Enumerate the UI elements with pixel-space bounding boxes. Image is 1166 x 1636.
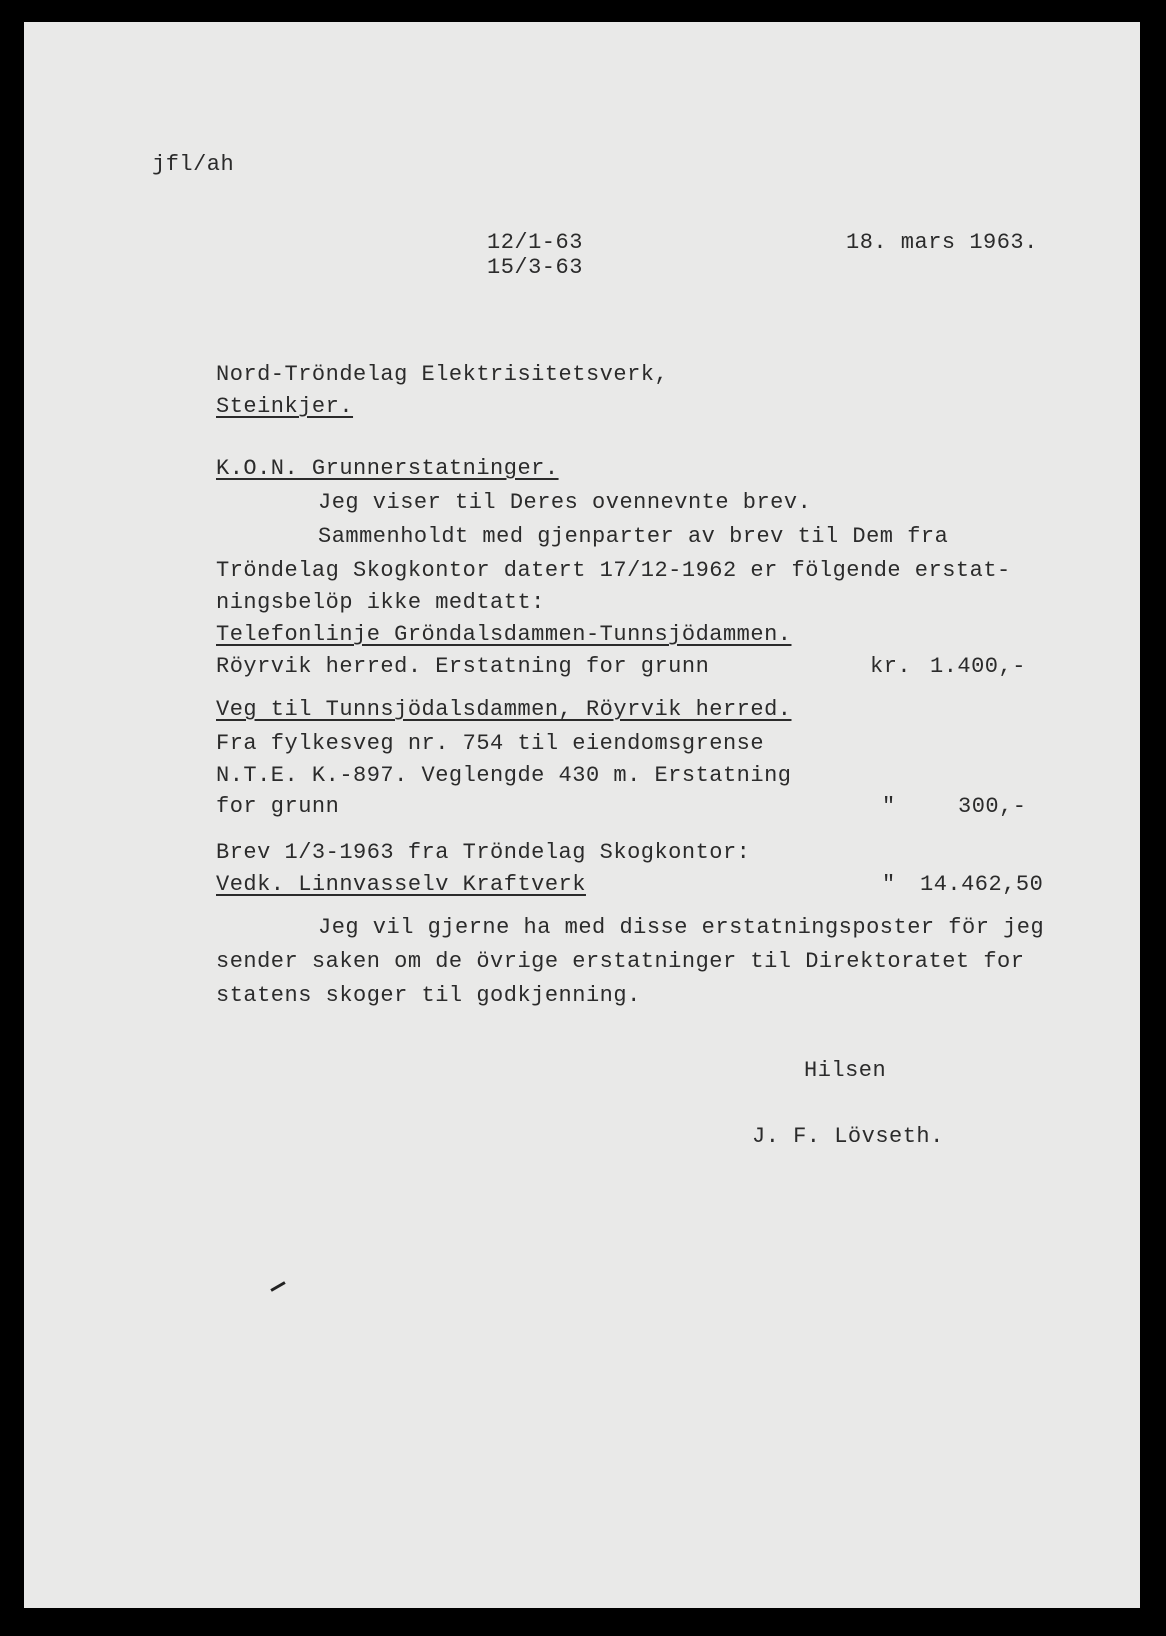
intro-line-3: Tröndelag Skogkontor datert 17/12-1962 er fölgende erstat- xyxy=(216,558,1011,583)
closing-line-3: statens skoger til godkjenning. xyxy=(216,983,641,1008)
closing-line-1: Jeg vil gjerne ha med disse erstatningsposter för jeg xyxy=(318,915,1045,940)
intro-line-1: Jeg viser til Deres ovennevnte brev. xyxy=(318,490,812,515)
item-2-currency: " xyxy=(882,794,896,819)
greeting: Hilsen xyxy=(804,1058,887,1083)
item-3-currency: " xyxy=(882,872,896,897)
their-reference-1: 12/1-63 xyxy=(487,230,583,255)
their-reference-2: 15/3-63 xyxy=(487,255,583,280)
recipient-name: Nord-Tröndelag Elektrisitetsverk, xyxy=(216,362,669,387)
letter-date: 18. mars 1963. xyxy=(846,230,1038,255)
recipient-place: Steinkjer. xyxy=(216,394,354,419)
item-1-currency: kr. xyxy=(870,654,912,679)
subject-line: K.O.N. Grunnerstatninger. xyxy=(216,456,559,481)
item-1-amount: 1.400,- xyxy=(930,654,1026,679)
item-3-heading: Vedk. Linnvasselv Kraftverk xyxy=(216,872,586,897)
intro-line-4: ningsbelöp ikke medtatt: xyxy=(216,590,545,615)
item-2-line-2: N.T.E. K.-897. Veglengde 430 m. Erstatning xyxy=(216,763,792,788)
item-3-intro: Brev 1/3-1963 fra Tröndelag Skogkontor: xyxy=(216,840,751,865)
intro-line-2: Sammenholdt med gjenparter av brev til Dem fra xyxy=(318,524,949,549)
closing-line-2: sender saken om de övrige erstatninger til Direktoratet for xyxy=(216,949,1025,974)
item-2-amount: 300,- xyxy=(958,794,1027,819)
item-2-heading: Veg til Tunnsjödalsdammen, Röyrvik herred. xyxy=(216,697,792,722)
item-2-line-1: Fra fylkesveg nr. 754 til eiendomsgrense xyxy=(216,731,765,756)
signature: J. F. Lövseth. xyxy=(752,1124,944,1149)
item-2-line-3: for grunn xyxy=(216,794,340,819)
item-1-line-1: Röyrvik herred. Erstatning for grunn xyxy=(216,654,710,679)
item-1-heading: Telefonlinje Gröndalsdammen-Tunnsjödammen. xyxy=(216,622,792,647)
reference-initials: jfl/ah xyxy=(152,152,235,177)
item-3-amount: 14.462,50 xyxy=(920,872,1044,897)
